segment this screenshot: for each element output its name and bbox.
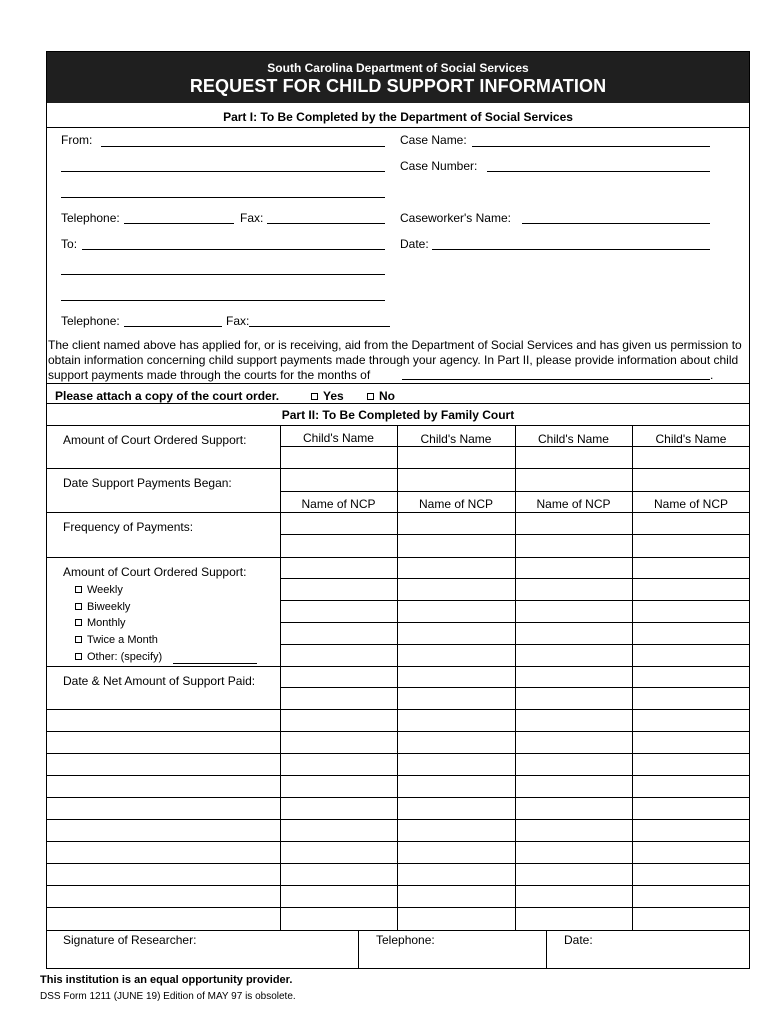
- telephone2-field[interactable]: [124, 326, 222, 327]
- ncp-header-4: Name of NCP: [653, 497, 729, 511]
- yes-label: Yes: [323, 389, 344, 403]
- option-monthly[interactable]: [75, 617, 126, 630]
- divider: [46, 383, 750, 384]
- grid-row-line: [280, 512, 750, 513]
- twice-month-label: Twice a Month: [87, 634, 158, 646]
- other-checkbox[interactable]: [75, 653, 82, 660]
- part2-heading: Part II: To Be Completed by Family Court: [281, 408, 515, 422]
- date-label: Date:: [400, 237, 429, 251]
- frequency-label: Frequency of Payments:: [63, 520, 194, 534]
- signature-divider: [546, 930, 547, 969]
- weekly-checkbox[interactable]: [75, 586, 82, 593]
- grid-row-line: [280, 534, 750, 535]
- ncp-header-3: Name of NCP: [536, 497, 611, 511]
- divider: [46, 666, 280, 667]
- other-label: Other: (specify): [87, 651, 163, 663]
- weekly-label: Weekly: [87, 584, 123, 596]
- attach-court-order-label: Please attach a copy of the court order.: [55, 389, 280, 403]
- grid-row-line: [46, 709, 750, 710]
- telephone-label: Telephone:: [61, 211, 120, 225]
- caseworker-field[interactable]: [522, 223, 710, 224]
- child-name-header-1: Child's Name: [303, 431, 374, 445]
- part1-heading: Part I: To Be Completed by the Department of Social Services: [223, 110, 573, 124]
- amount-support-label: Amount of Court Ordered Support:: [63, 433, 247, 447]
- grid-row-line: [280, 468, 750, 469]
- ncp-header-1: Name of NCP: [301, 497, 376, 511]
- no-checkbox[interactable]: [367, 393, 374, 400]
- divider: [46, 557, 280, 558]
- grid-row-line: [280, 666, 750, 667]
- option-other[interactable]: [75, 651, 162, 664]
- to-field-line3[interactable]: [61, 300, 385, 301]
- date-began-label: Date Support Payments Began:: [63, 476, 232, 490]
- telephone2-label: Telephone:: [61, 314, 120, 328]
- fax2-label: Fax:: [226, 314, 250, 328]
- telephone-field[interactable]: [124, 223, 234, 224]
- from-label-text: From: [61, 133, 89, 147]
- child-name-header-2: Child's Name: [420, 432, 492, 446]
- to-colon: :: [73, 237, 78, 251]
- from-field-line3[interactable]: [61, 197, 385, 198]
- ncp-header-2: Name of NCP: [418, 497, 494, 511]
- grid-row-line: [46, 841, 750, 842]
- grid-row-line: [280, 600, 750, 601]
- fax-field[interactable]: [267, 223, 385, 224]
- to-label-text: To: [61, 237, 74, 251]
- amount-support-label-2: Amount of Court Ordered Support:: [63, 565, 247, 579]
- divider: [46, 425, 750, 426]
- to-label: [61, 237, 77, 251]
- divider: [46, 403, 750, 404]
- divider: [46, 512, 280, 513]
- grid-row-line: [46, 930, 750, 931]
- net-amount-label: Date & Net Amount of Support Paid:: [63, 674, 256, 688]
- grid-row-line: [46, 885, 750, 886]
- case-number-label: Case Number:: [400, 159, 478, 173]
- divider: [46, 127, 750, 128]
- agency-name: South Carolina Department of Social Services: [267, 61, 529, 75]
- divider: [46, 468, 280, 469]
- grid-row-line: [280, 622, 750, 623]
- child-name-header-3: Child's Name: [538, 432, 609, 446]
- case-name-label: Case Name:: [400, 133, 467, 147]
- option-biweekly[interactable]: [75, 601, 130, 614]
- grid-row-line: [280, 557, 750, 558]
- twice-month-checkbox[interactable]: [75, 636, 82, 643]
- option-weekly[interactable]: [75, 584, 123, 597]
- grid-row-line: [46, 775, 750, 776]
- form-title: REQUEST FOR CHILD SUPPORT INFORMATION: [189, 76, 607, 96]
- monthly-label: Monthly: [87, 617, 126, 629]
- form-number: DSS Form 1211 (JUNE 19) Edition of MAY 97 is obsolete.: [40, 991, 296, 1002]
- other-specify-field[interactable]: [173, 663, 257, 664]
- monthly-checkbox[interactable]: [75, 619, 82, 626]
- grid-row-line: [280, 446, 750, 447]
- case-name-field[interactable]: [472, 146, 710, 147]
- option-twice-month[interactable]: [75, 634, 158, 647]
- grid-row-line: [280, 644, 750, 645]
- months-period: .: [710, 368, 714, 382]
- signature-telephone-label: Telephone:: [376, 933, 435, 947]
- grid-row-line: [280, 578, 750, 579]
- date-field[interactable]: [432, 249, 710, 250]
- from-field-line2[interactable]: [61, 171, 385, 172]
- from-field[interactable]: [101, 146, 385, 147]
- fax2-field[interactable]: [249, 326, 390, 327]
- grid-row-line: [46, 753, 750, 754]
- permission-paragraph: [48, 338, 748, 383]
- to-field-line2[interactable]: [61, 274, 385, 275]
- signature-divider: [358, 930, 359, 969]
- signature-date-label: Date:: [564, 933, 593, 947]
- to-field[interactable]: [82, 249, 385, 250]
- from-colon: :: [89, 133, 93, 147]
- fax-label: Fax:: [240, 211, 264, 225]
- grid-row-line: [46, 907, 750, 908]
- grid-row-line: [280, 491, 750, 492]
- grid-row-line: [46, 863, 750, 864]
- case-number-field[interactable]: [487, 171, 710, 172]
- yes-option[interactable]: [311, 389, 344, 403]
- biweekly-checkbox[interactable]: [75, 603, 82, 610]
- grid-row-line: [46, 797, 750, 798]
- no-label: No: [379, 389, 395, 403]
- months-field[interactable]: [402, 379, 710, 380]
- child-name-header-4: Child's Name: [655, 432, 727, 446]
- caseworker-label: Caseworker's Name:: [400, 211, 511, 225]
- grid-row-line: [46, 731, 750, 732]
- yes-checkbox[interactable]: [311, 393, 318, 400]
- signature-researcher-label: Signature of Researcher:: [63, 933, 197, 947]
- no-option[interactable]: [367, 389, 395, 403]
- from-label: [61, 133, 92, 147]
- biweekly-label: Biweekly: [87, 601, 131, 613]
- equal-opportunity-statement: This institution is an equal opportunity provider.: [40, 974, 293, 986]
- grid-row-line: [280, 687, 750, 688]
- paragraph-text: The client named above has applied for, or is receiving, aid from the Department of Social Services and has given us permission to obtain information concerning child support payments made through your agency. In Part II, please provide information about child support payments made through the courts for the months of: [48, 338, 742, 382]
- grid-row-line: [46, 819, 750, 820]
